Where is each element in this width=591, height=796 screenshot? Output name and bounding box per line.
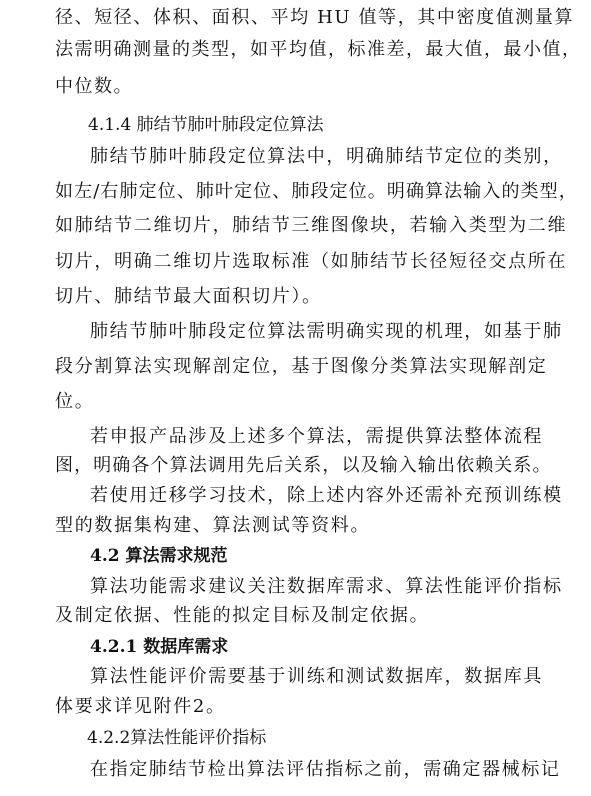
paragraph-line: 在指定肺结节检出算法评估指标之前，需确定器械标记 <box>90 759 561 780</box>
paragraph-line: 算法性能评价需要基于训练和测试数据库，数据库具 <box>90 666 544 687</box>
paragraph-line: 肺结节肺叶肺段定位算法中，明确肺结节定位的类别， <box>90 146 563 167</box>
paragraph-line: 径、短径、体积、面积、平均 HU 值等，其中密度值测量算 <box>55 7 575 28</box>
section-heading-4-2: 4.2 算法需求规范 <box>90 546 228 566</box>
paragraph-line: 若申报产品涉及上述多个算法，需提供算法整体流程 <box>90 426 544 447</box>
paragraph-line: 算法功能需求建议关注数据库需求、算法性能评价指标 <box>90 576 563 597</box>
section-heading-4-2-2: 4.2.2算法性能评价指标 <box>87 728 267 748</box>
paragraph-line: 若使用迁移学习技术，除上述内容外还需补充预训练模 <box>90 485 563 506</box>
paragraph-line: 图，明确各个算法调用先后关系，以及输入输出依赖关系。 <box>55 455 552 476</box>
paragraph-line: 中位数。 <box>55 76 133 97</box>
paragraph-line: 切片，明确二维切片选取标准（如肺结节长径短径交点所在 <box>55 251 568 272</box>
paragraph-line: 法需明确测量的类型，如平均值，标准差，最大值，最小值， <box>55 39 582 60</box>
paragraph-line: 如肺结节二维切片，肺结节三维图像块，若输入类型为二维 <box>55 215 568 236</box>
paragraph-line: 体要求详见附件2。 <box>55 696 226 717</box>
paragraph-line: 位。 <box>55 391 95 412</box>
paragraph-line: 切片、肺结节最大面积切片）。 <box>55 286 322 307</box>
paragraph-line: 段分割算法实现解剖定位，基于图像分类算法实现解剖定 <box>55 356 548 377</box>
paragraph-line: 如左/右肺定位、肺叶定位、肺段定位。明确算法输入的类型， <box>55 181 578 202</box>
paragraph-line: 型的数据集构建、算法测试等资料。 <box>55 515 371 536</box>
paragraph-line: 肺结节肺叶肺段定位算法需明确实现的机理，如基于肺 <box>90 321 563 342</box>
section-heading-4-1-4: 4.1.4 肺结节肺叶肺段定位算法 <box>88 115 324 135</box>
section-heading-4-2-1: 4.2.1 数据库需求 <box>90 637 229 657</box>
paragraph-line: 及制定依据、性能的拟定目标及制定依据。 <box>55 605 430 626</box>
